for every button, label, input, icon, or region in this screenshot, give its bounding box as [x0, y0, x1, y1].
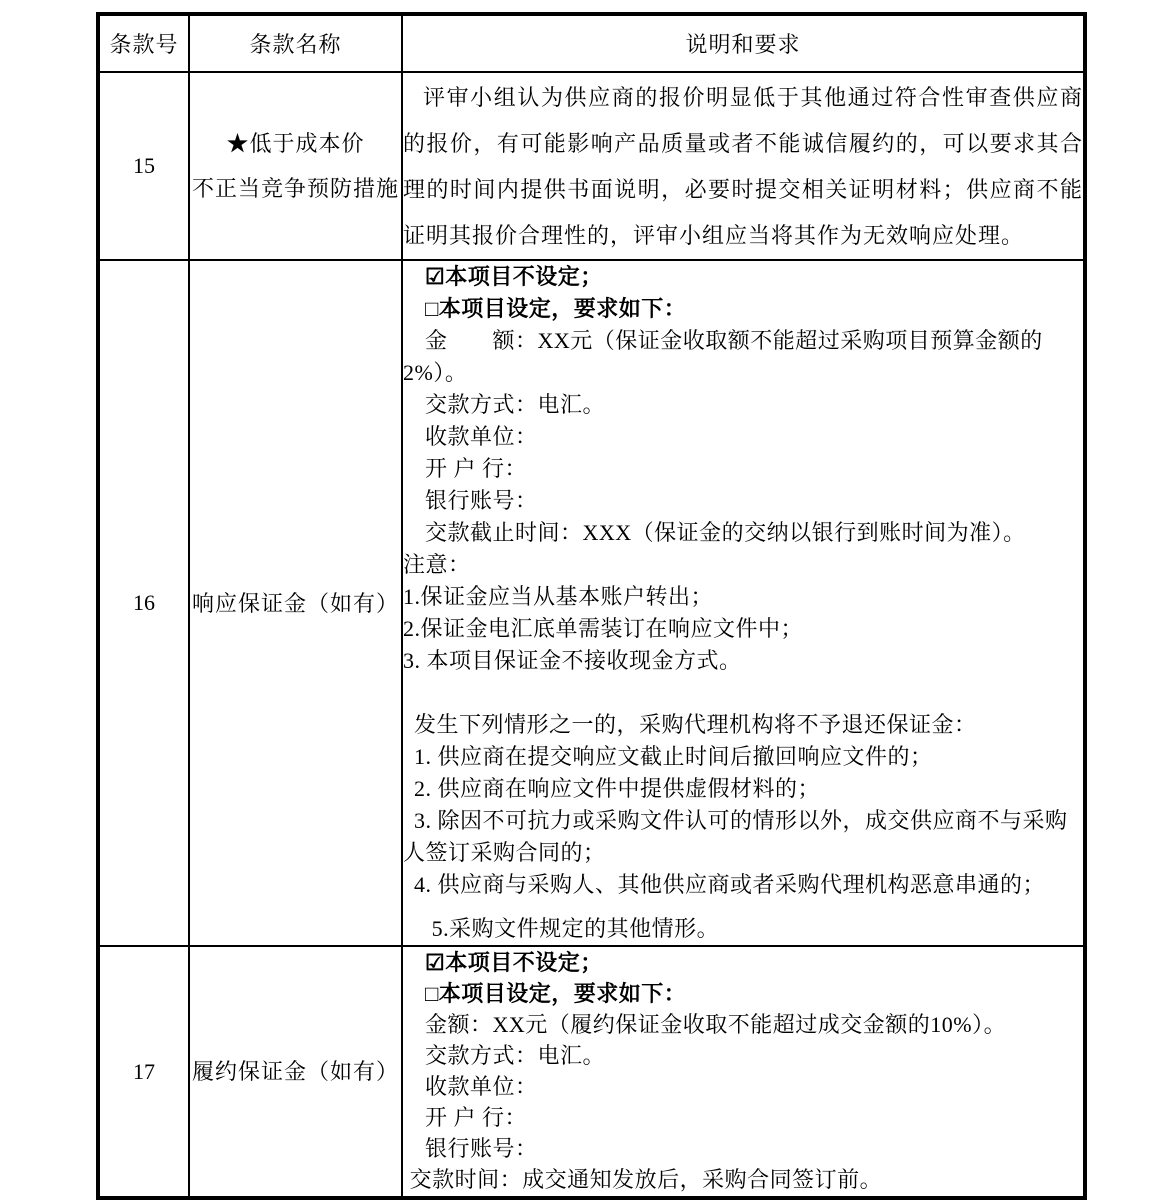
star-icon: ★	[226, 131, 250, 156]
description-line: 4. 供应商与采购人、其他供应商或者采购代理机构恶意串通的；	[414, 872, 1046, 897]
description-line: 收款单位：	[425, 1074, 538, 1099]
description-line: 1.保证金应当从基本账户转出；	[403, 584, 714, 609]
description-line: 1. 供应商在提交响应文截止时间后撤回响应文件的；	[414, 744, 933, 769]
blank-line	[403, 677, 1083, 709]
description-line: 2. 供应商在响应文件中提供虚假材料的；	[414, 776, 821, 801]
description-line: 交款截止时间：XXX（保证金的交纳以银行到账时间为准）。	[425, 520, 1026, 545]
description-line: 开 户 行：	[425, 456, 528, 481]
clause-row	[98, 260, 1085, 946]
table-header-row	[98, 14, 1085, 72]
clause-name-line: 履约保证金（如有）	[191, 1059, 399, 1084]
table-body	[98, 72, 1085, 1198]
clause-name-line: 不正当竞争预防措施	[191, 176, 399, 201]
clause-number-cell: 15	[98, 72, 189, 260]
description-line: 交款方式：电汇。	[425, 392, 606, 417]
description-line: 金额：XX元（履约保证金收取不能超过成交金额的10%）。	[425, 1012, 1007, 1037]
description-line: □本项目设定，要求如下：	[425, 981, 687, 1006]
header-clause-name: 条款名称	[189, 14, 402, 72]
description-line: 3. 除因不可抗力或采购文件认可的情形以外，成交供应商不与采购人签订采购合同的；	[403, 808, 1068, 865]
description-line: □本项目设定，要求如下：	[425, 296, 687, 321]
clause-description-cell	[402, 946, 1085, 1198]
clause-description-cell	[402, 72, 1085, 260]
description-line: 收款单位：	[425, 424, 538, 449]
clause-number-cell: 16	[98, 260, 189, 946]
description-line: 2.保证金电汇底单需装订在响应文件中；	[403, 616, 804, 641]
description-line: 银行账号：	[425, 1136, 538, 1161]
checkbox-unchecked-icon: □	[425, 981, 439, 1006]
clause-name-cell	[189, 260, 402, 946]
clause-name-line: ★低于成本价	[226, 131, 365, 156]
clause-number-cell: 17	[98, 946, 189, 1198]
clauses-table	[96, 12, 1087, 1200]
description-line: 交款时间：成交通知发放后，采购合同签订前。	[409, 1167, 883, 1192]
clause-name-cell	[189, 72, 402, 260]
description-line: 银行账号：	[425, 488, 538, 513]
header-clause-number: 条款号	[98, 14, 189, 72]
description-line: 发生下列情形之一的，采购代理机构将不予退还保证金：	[414, 712, 977, 737]
checkbox-checked-icon: ☑	[425, 264, 446, 289]
description-line: ☑本项目不设定；	[425, 950, 603, 975]
clause-name-cell	[189, 946, 402, 1198]
header-description: 说明和要求	[402, 14, 1085, 72]
clause-description-cell	[402, 260, 1085, 946]
description-line: 交款方式：电汇。	[425, 1043, 606, 1068]
description-line: 注意：	[403, 552, 471, 577]
description-line: 金 额：XX元（保证金收取额不能超过采购项目预算金额的2%）。	[403, 328, 1043, 385]
checkbox-checked-icon: ☑	[425, 950, 446, 975]
checkbox-unchecked-icon: □	[425, 296, 439, 321]
description-line: ☑本项目不设定；	[425, 264, 603, 289]
clause-row	[98, 72, 1085, 260]
clause-name-line: 响应保证金（如有）	[191, 590, 399, 616]
description-paragraph: 评审小组认为供应商的报价明显低于其他通过符合性审查供应商的报价，有可能影响产品质量或者不能诚信履约的，可以要求其合理的时间内提供书面说明，必要时提交相关证明材料；供应商不能证明其报价合理性的，评审小组应当将其作为无效响应处理。	[403, 85, 1083, 248]
description-line: 5.采购文件规定的其他情形。	[431, 916, 720, 941]
clause-row	[98, 946, 1085, 1198]
description-line: 开 户 行：	[425, 1105, 528, 1130]
description-line: 3. 本项目保证金不接收现金方式。	[403, 648, 742, 673]
